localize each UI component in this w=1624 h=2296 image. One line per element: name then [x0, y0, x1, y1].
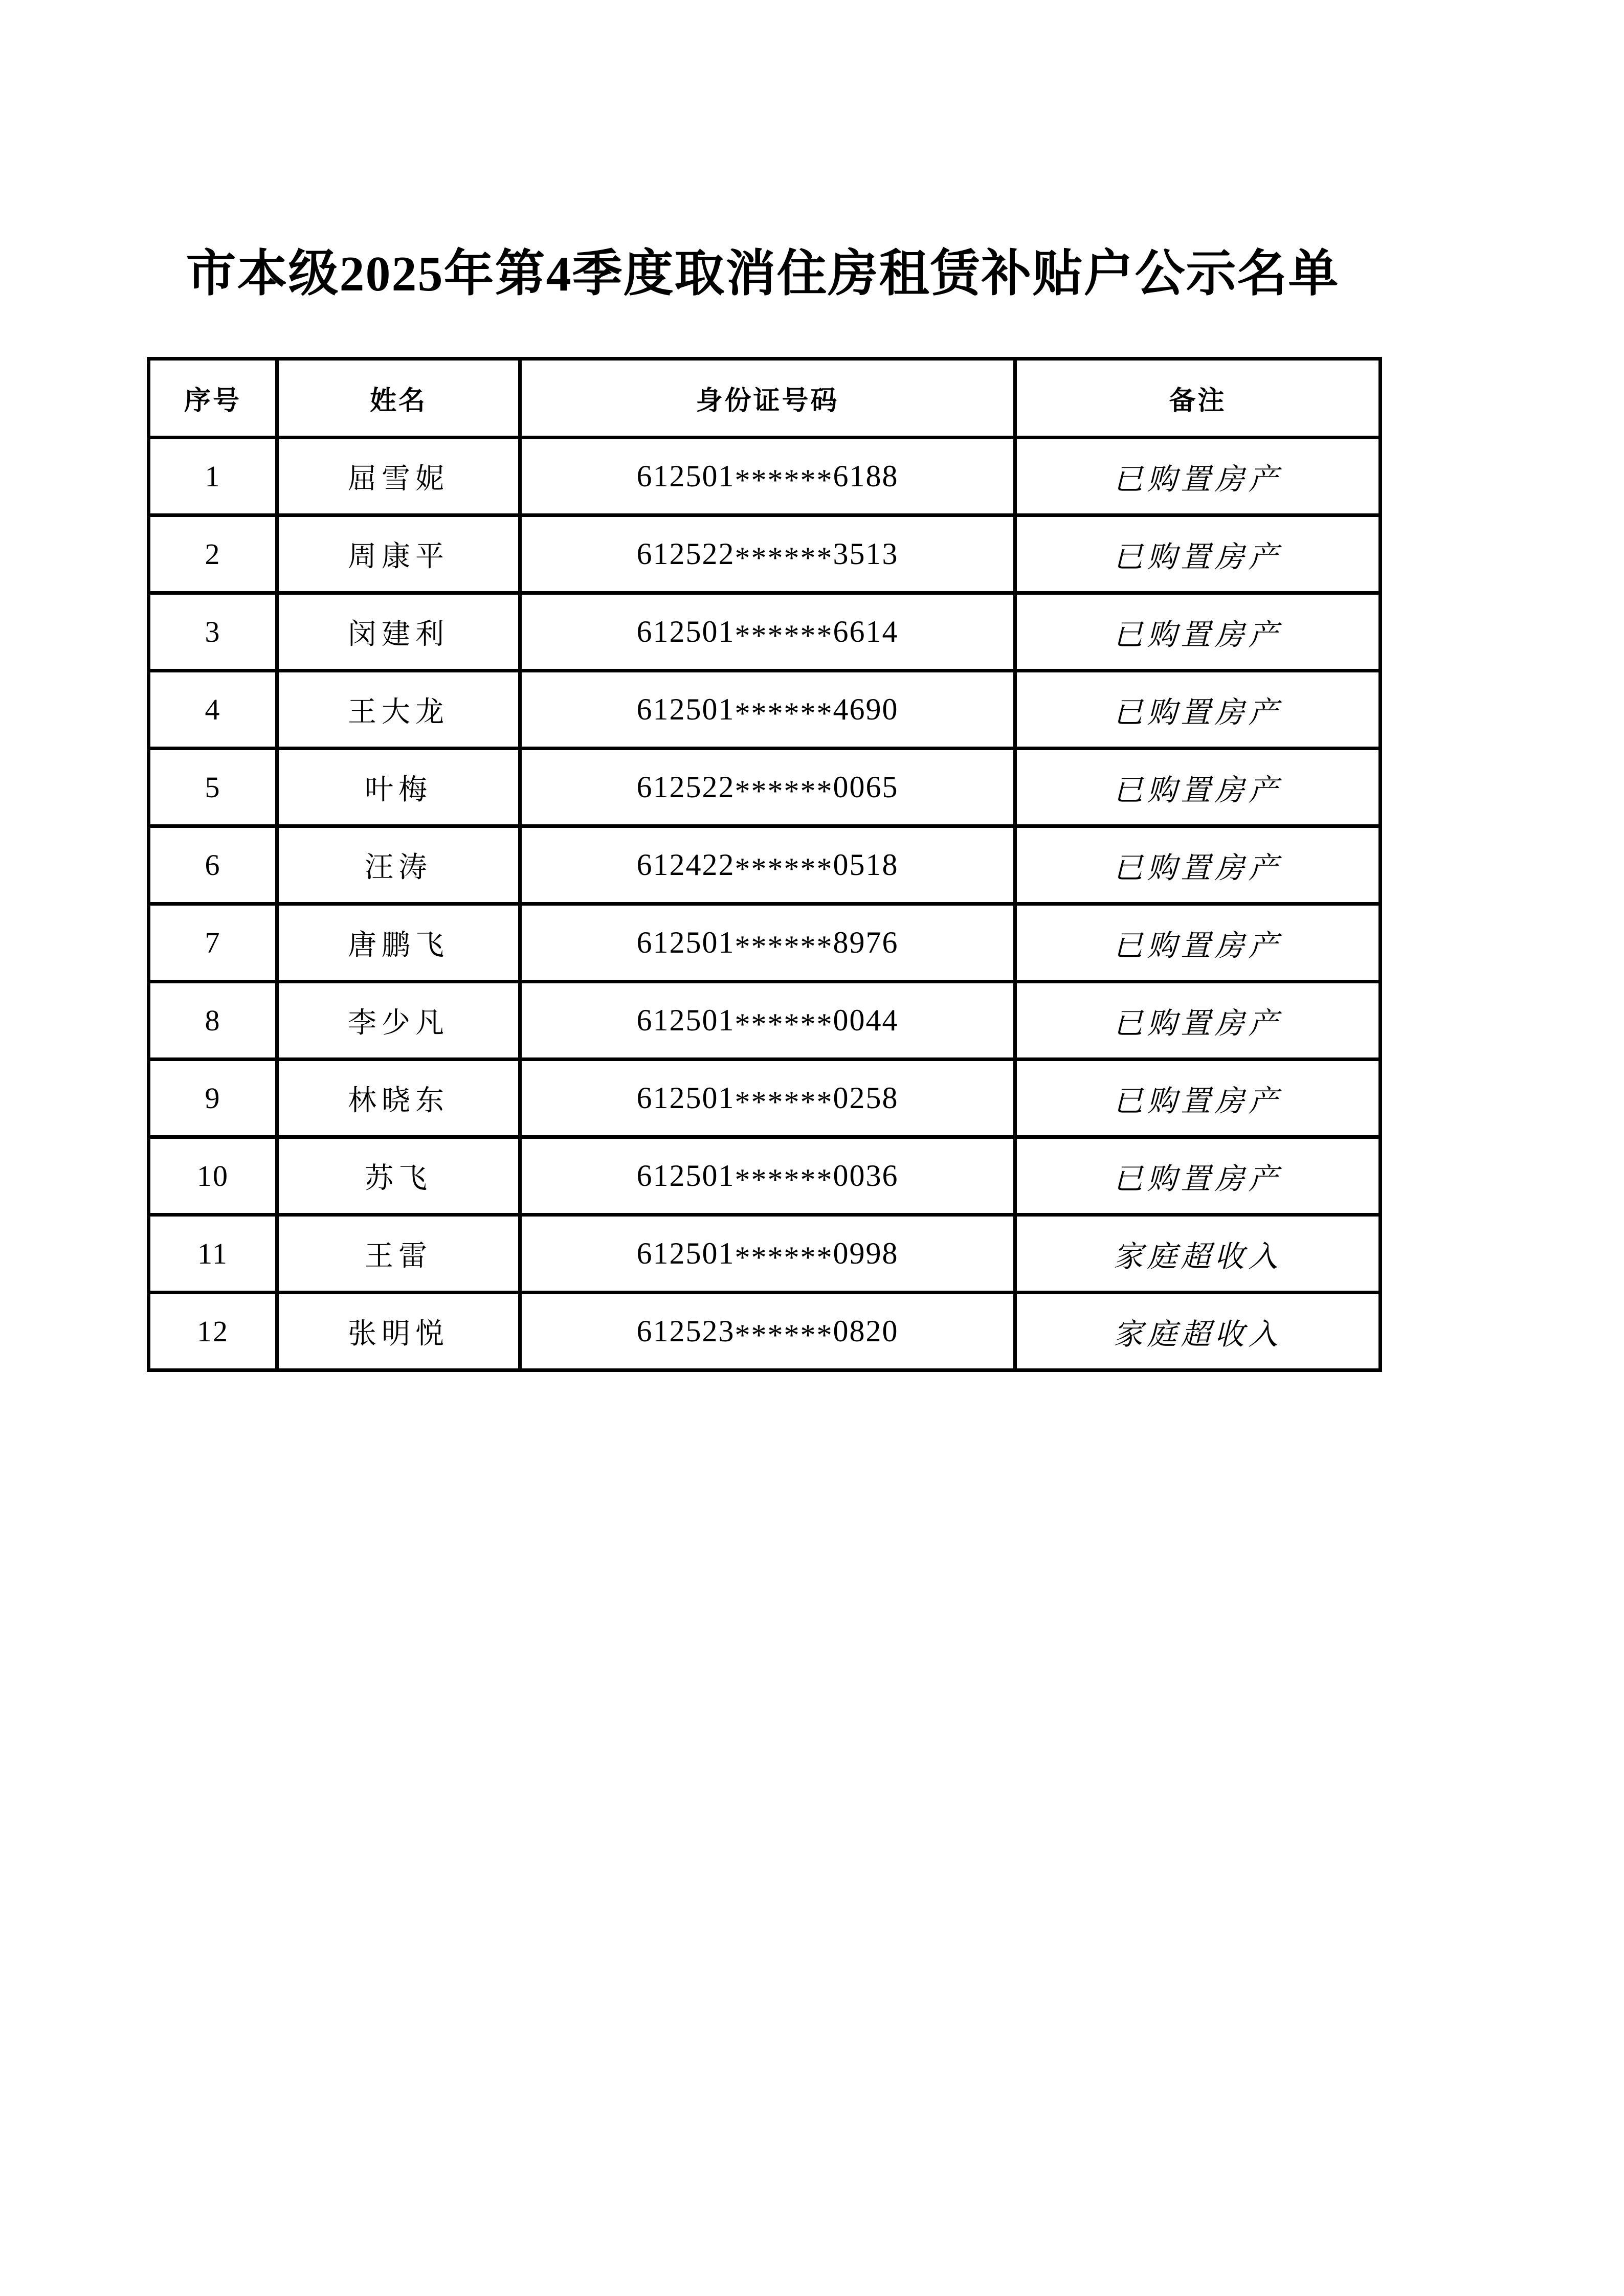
roster-table — [147, 357, 1382, 1372]
masked-digits: ****** — [735, 1085, 833, 1119]
cell-id: 612501******6188 — [520, 438, 1015, 515]
masked-digits: ****** — [735, 541, 833, 575]
header-cell-id: 身份证号码 — [520, 359, 1015, 438]
cell-id: 612501******4690 — [520, 671, 1015, 749]
cell-name: 闵建利 — [277, 593, 520, 671]
masked-digits: ****** — [735, 851, 833, 886]
table-row — [149, 515, 1381, 593]
cell-name: 叶梅 — [277, 749, 520, 826]
cell-serial: 9 — [149, 1060, 277, 1137]
cell-serial: 7 — [149, 904, 277, 982]
cell-remark: 家庭超收入 — [1015, 1293, 1381, 1370]
cell-id: 612501******0036 — [520, 1137, 1015, 1215]
masked-digits: ****** — [735, 929, 833, 963]
header-row — [149, 359, 1381, 438]
cell-id: 612501******0998 — [520, 1215, 1015, 1293]
cell-remark: 家庭超收入 — [1015, 1215, 1381, 1293]
masked-digits: ****** — [735, 1318, 833, 1352]
table-row — [149, 904, 1381, 982]
cell-serial: 12 — [149, 1293, 277, 1370]
cell-remark: 已购置房产 — [1015, 982, 1381, 1060]
cell-remark: 已购置房产 — [1015, 515, 1381, 593]
masked-digits: ****** — [735, 1240, 833, 1274]
cell-remark: 已购置房产 — [1015, 904, 1381, 982]
table-row — [149, 826, 1381, 904]
table-body — [149, 438, 1381, 1370]
cell-id: 612422******0518 — [520, 826, 1015, 904]
cell-remark: 已购置房产 — [1015, 593, 1381, 671]
cell-remark: 已购置房产 — [1015, 749, 1381, 826]
cell-name: 李少凡 — [277, 982, 520, 1060]
cell-name: 林晓东 — [277, 1060, 520, 1137]
cell-serial: 2 — [149, 515, 277, 593]
cell-name: 王大龙 — [277, 671, 520, 749]
table-row — [149, 671, 1381, 749]
page-title: 市本级2025年第4季度取消住房租赁补贴户公示名单 — [186, 246, 1340, 302]
cell-remark: 已购置房产 — [1015, 826, 1381, 904]
header-cell-name: 姓名 — [277, 359, 520, 438]
table-row — [149, 749, 1381, 826]
masked-digits: ****** — [735, 618, 833, 652]
masked-digits: ****** — [735, 1007, 833, 1041]
cell-id: 612501******6614 — [520, 593, 1015, 671]
table-row — [149, 1293, 1381, 1370]
cell-serial: 4 — [149, 671, 277, 749]
table-row — [149, 593, 1381, 671]
cell-remark: 已购置房产 — [1015, 1137, 1381, 1215]
header-cell-remark: 备注 — [1015, 359, 1381, 438]
cell-id: 612523******0820 — [520, 1293, 1015, 1370]
cell-id: 612501******0044 — [520, 982, 1015, 1060]
cell-serial: 11 — [149, 1215, 277, 1293]
cell-name: 屈雪妮 — [277, 438, 520, 515]
masked-digits: ****** — [735, 1162, 833, 1197]
cell-name: 汪涛 — [277, 826, 520, 904]
cell-remark: 已购置房产 — [1015, 671, 1381, 749]
header-cell-serial: 序号 — [149, 359, 277, 438]
cell-name: 王雷 — [277, 1215, 520, 1293]
cell-name: 唐鹏飞 — [277, 904, 520, 982]
table-row — [149, 1060, 1381, 1137]
cell-id: 612522******3513 — [520, 515, 1015, 593]
masked-digits: ****** — [735, 463, 833, 497]
cell-id: 612522******0065 — [520, 749, 1015, 826]
cell-serial: 6 — [149, 826, 277, 904]
cell-id: 612501******0258 — [520, 1060, 1015, 1137]
cell-serial: 3 — [149, 593, 277, 671]
cell-id: 612501******8976 — [520, 904, 1015, 982]
cell-name: 周康平 — [277, 515, 520, 593]
cell-serial: 8 — [149, 982, 277, 1060]
masked-digits: ****** — [735, 774, 833, 808]
cell-serial: 1 — [149, 438, 277, 515]
cell-serial: 5 — [149, 749, 277, 826]
cell-remark: 已购置房产 — [1015, 438, 1381, 515]
table-row — [149, 982, 1381, 1060]
cell-name: 苏飞 — [277, 1137, 520, 1215]
table-row — [149, 1215, 1381, 1293]
cell-name: 张明悦 — [277, 1293, 520, 1370]
table-row — [149, 438, 1381, 515]
cell-serial: 10 — [149, 1137, 277, 1215]
table-row — [149, 1137, 1381, 1215]
masked-digits: ****** — [735, 696, 833, 730]
cell-remark: 已购置房产 — [1015, 1060, 1381, 1137]
